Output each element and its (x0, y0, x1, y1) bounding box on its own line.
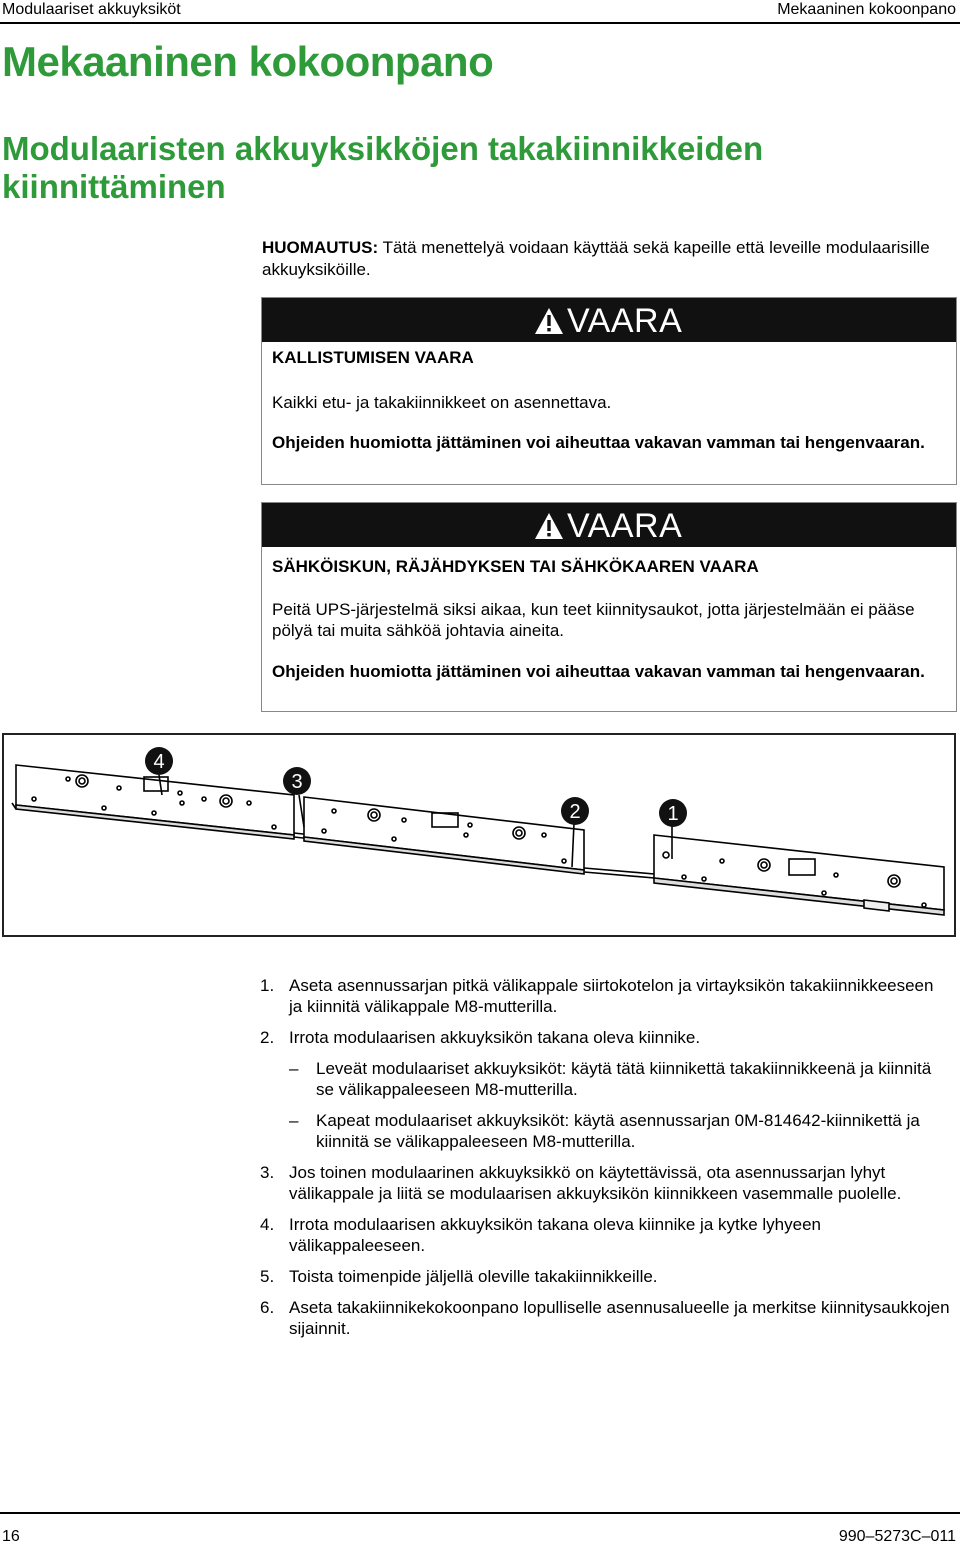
step-6 (260, 1297, 950, 1339)
note (262, 237, 952, 281)
hazard-title: SÄHKÖISKUN, RÄJÄHDYKSEN TAI SÄHKÖKAAREN VAARA (272, 557, 759, 576)
callout-label: 3 (291, 771, 303, 793)
hazard-consequence: Ohjeiden huomiotta jättäminen voi aiheuttaa vakavan vamman tai hengenvaaran. (272, 662, 925, 681)
warning-header (262, 503, 956, 547)
step-text: Aseta takakiinnikekokoonpano lopulliselle asennusalueelle ja merkitse kiinnitysaukkojen sijainnit. (289, 1298, 950, 1338)
section-title (2, 130, 902, 206)
step-5 (260, 1266, 950, 1287)
section-title-line1: Modulaaristen akkuyksikköjen takakiinnikkeiden (2, 130, 764, 167)
page-title: Mekaaninen kokoonpano (2, 38, 494, 85)
callout-label: 2 (569, 801, 581, 823)
substep-narrow (289, 1110, 950, 1152)
step-number: 1. (260, 976, 275, 995)
step-2 (260, 1027, 950, 1152)
step-number: 5. (260, 1267, 275, 1286)
step-1 (260, 975, 950, 1017)
document-number: 990–5273C–011 (838, 1528, 956, 1544)
callout-4 (145, 747, 173, 775)
warning-icon (534, 307, 564, 335)
header-chapter: Mekaaninen kokoonpano (777, 1, 956, 18)
warning-header (262, 298, 956, 342)
hazard-instruction: Peitä UPS-järjestelmä siksi aikaa, kun teet kiinnitysaukot, jotta järjestelmään ei pääse pölyä tai muita sähköä johtavia aineita. (272, 600, 915, 640)
warning-icon (534, 512, 564, 540)
substep-text: Leveät modulaariset akkuyksiköt: käytä tätä kiinnikettä takakiinnikkeenä ja kiinnitä se välikappaleeseen M8-mutterilla. (316, 1059, 932, 1099)
substep-dash: – (289, 1059, 299, 1078)
step-4 (260, 1214, 950, 1256)
header-section: Modulaariset akkuyksiköt (2, 1, 181, 18)
step-number: 4. (260, 1215, 275, 1234)
section-title-line2: kiinnittäminen (2, 168, 226, 205)
step-3 (260, 1162, 950, 1204)
step-number: 6. (260, 1298, 275, 1317)
note-text: Tätä menettelyä voidaan käyttää sekä kapeille että leveille modulaarisille akkuyksiköille. (262, 238, 930, 279)
warning-box-electric (261, 502, 957, 712)
substep-text: Kapeat modulaariset akkuyksiköt: käytä asennussarjan 0M-814642-kiinnikettä ja kiinnitä se välikappaleeseen M8-mutterilla. (316, 1111, 920, 1151)
page-header (0, 0, 960, 24)
step-text: Jos toinen modulaarinen akkuyksikkö on käytettävissä, ota asennussarjan lyhyt välikappale ja liitä se modulaarisen akkuyksikön kiinnikkeen vasemmalle puolelle. (289, 1163, 902, 1203)
bracket-assembly-figure (2, 733, 956, 937)
warning-signal-word: VAARA (567, 507, 683, 545)
step-text: Irrota modulaarisen akkuyksikön takana oleva kiinnike. (289, 1028, 701, 1047)
callout-2 (561, 797, 589, 825)
bracket-illustration (4, 735, 954, 935)
callout-label: 1 (667, 803, 679, 825)
step-text: Irrota modulaarisen akkuyksikön takana oleva kiinnike ja kytke lyhyeen välikappaleeseen. (289, 1215, 821, 1255)
page-footer (0, 1512, 960, 1544)
substep-dash: – (289, 1111, 299, 1130)
substep-wide (289, 1058, 950, 1100)
step-text: Aseta asennussarjan pitkä välikappale siirtokotelon ja virtayksikön takakiinnikkeeseen ja kiinnitä välikappale M8-mutterilla. (289, 976, 934, 1016)
callout-3 (283, 767, 311, 795)
hazard-instruction: Kaikki etu- ja takakiinnikkeet on asennettava. (272, 393, 612, 412)
note-label: HUOMAUTUS: (262, 238, 379, 257)
procedure-steps (260, 975, 950, 1349)
hazard-title: KALLISTUMISEN VAARA (272, 348, 474, 367)
warning-signal-word: VAARA (567, 302, 683, 340)
callout-label: 4 (153, 751, 165, 773)
page-number: 16 (2, 1528, 20, 1544)
callout-1 (659, 799, 687, 827)
step-number: 2. (260, 1028, 275, 1047)
hazard-consequence: Ohjeiden huomiotta jättäminen voi aiheuttaa vakavan vamman tai hengenvaaran. (272, 433, 925, 452)
step-text: Toista toimenpide jäljellä oleville takakiinnikkeille. (289, 1267, 658, 1286)
step-number: 3. (260, 1163, 275, 1182)
warning-box-tipping (261, 297, 957, 485)
